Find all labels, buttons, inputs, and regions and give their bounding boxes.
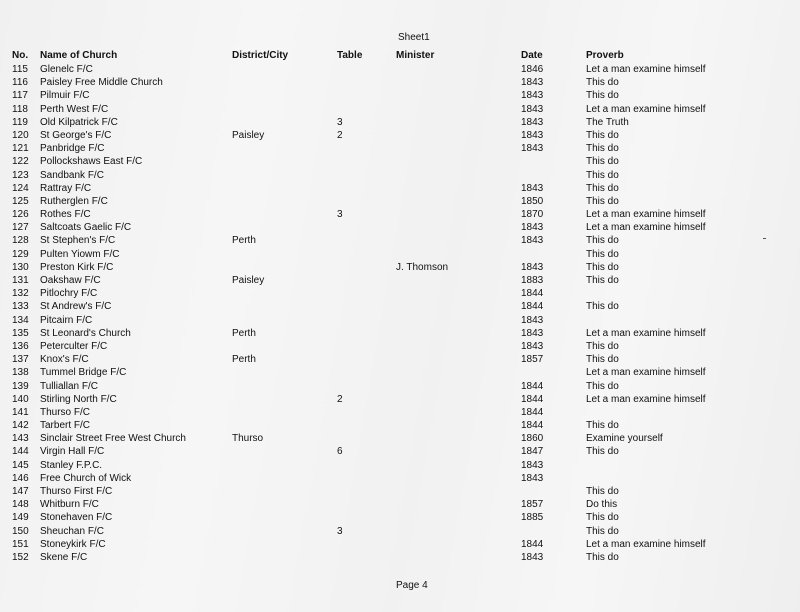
- table-number: 2: [337, 129, 343, 141]
- date-value: 1843: [521, 327, 544, 339]
- table-number: 6: [337, 446, 343, 458]
- row-number: 148: [12, 499, 29, 511]
- page-footer: Page 4: [396, 580, 428, 591]
- church-name: Whitburn F/C: [40, 499, 99, 511]
- table-row: [0, 419, 800, 432]
- date-value: 1857: [521, 499, 544, 511]
- church-name: Tarbert F/C: [40, 420, 91, 432]
- table-row: [0, 393, 800, 406]
- row-number: 152: [12, 551, 29, 563]
- table-row: [0, 314, 800, 327]
- row-number: 139: [12, 380, 29, 392]
- row-number: 117: [12, 90, 28, 102]
- row-number: 133: [12, 301, 29, 313]
- table-row: [0, 445, 800, 458]
- date-value: 1843: [521, 235, 544, 247]
- proverb-text: This do: [586, 143, 619, 155]
- date-value: 1843: [521, 261, 544, 273]
- church-name: St Andrew's F/C: [40, 301, 112, 313]
- header-date: Date: [521, 50, 543, 61]
- table-row: [0, 472, 800, 485]
- row-number: 145: [12, 459, 29, 471]
- proverb-text: Let a man examine himself: [586, 64, 706, 75]
- header-table: Table: [337, 50, 363, 61]
- date-value: 1843: [521, 182, 544, 194]
- row-number: 150: [12, 525, 29, 537]
- table-row: [0, 208, 800, 221]
- table-row: [0, 274, 800, 287]
- table-row: [0, 155, 800, 168]
- row-number: 122: [12, 156, 29, 168]
- proverb-text: Let a man examine himself: [586, 209, 706, 221]
- date-value: 1885: [521, 512, 544, 524]
- date-value: 1844: [521, 393, 544, 405]
- table-row: [0, 129, 800, 142]
- date-value: 1843: [521, 143, 544, 155]
- date-value: 1843: [521, 103, 544, 115]
- proverb-text: This do: [586, 261, 619, 273]
- table-row: [0, 406, 800, 419]
- church-name: Pulten Yiowm F/C: [40, 248, 120, 260]
- table-row: [0, 485, 800, 498]
- row-number: 125: [12, 195, 29, 207]
- church-name: Saltcoats Gaelic F/C: [40, 222, 132, 234]
- proverb-text: This do: [586, 275, 619, 286]
- proverb-text: This do: [586, 486, 619, 497]
- date-value: 1843: [521, 340, 544, 352]
- proverb-text: This do: [586, 420, 619, 432]
- table-row: [0, 103, 800, 116]
- church-name: Paisley Free Middle Church: [40, 77, 163, 89]
- church-name: Stoneykirk F/C: [40, 538, 106, 550]
- church-name: Sandbank F/C: [40, 169, 104, 181]
- church-name: Sheuchan F/C: [40, 525, 104, 537]
- table-body: [0, 63, 800, 564]
- date-value: 1843: [521, 222, 544, 234]
- date-value: 1843: [521, 459, 544, 471]
- table-row: [0, 63, 800, 76]
- district-city: Paisley: [232, 275, 265, 286]
- date-value: 1850: [521, 195, 544, 207]
- proverb-text: This do: [586, 235, 619, 247]
- church-name: Preston Kirk F/C: [40, 261, 114, 273]
- table-row: [0, 116, 800, 129]
- church-name: Pitlochry F/C: [40, 288, 98, 300]
- church-name: Free Church of Wick: [40, 472, 132, 484]
- row-number: 128: [12, 235, 29, 247]
- row-number: 121: [12, 143, 29, 155]
- table-row: [0, 221, 800, 234]
- row-number: 143: [12, 433, 29, 445]
- table-row: [0, 234, 800, 247]
- church-name: Thurso F/C: [40, 406, 91, 418]
- table-row: [0, 459, 800, 472]
- header-minister: Minister: [396, 50, 435, 61]
- date-value: 1844: [521, 406, 544, 418]
- table-row: [0, 300, 800, 313]
- church-name: Tulliallan F/C: [40, 380, 98, 392]
- date-value: 1870: [521, 209, 544, 221]
- paper-speck: [763, 238, 766, 239]
- proverb-text: Do this: [586, 499, 618, 511]
- date-value: 1844: [521, 420, 544, 432]
- minister-name: J. Thomson: [396, 261, 449, 273]
- church-name: Virgin Hall F/C: [40, 446, 105, 458]
- date-value: 1843: [521, 77, 544, 89]
- date-value: 1844: [521, 380, 544, 392]
- row-number: 144: [12, 446, 29, 458]
- sheet-title: Sheet1: [398, 32, 430, 43]
- table-row: [0, 498, 800, 511]
- proverb-text: This do: [586, 169, 619, 181]
- proverb-text: This do: [586, 248, 619, 260]
- table-number: 3: [337, 525, 343, 537]
- church-name: St Stephen's F/C: [40, 235, 116, 247]
- row-number: 131: [12, 275, 29, 286]
- church-name: Pollockshaws East F/C: [40, 156, 143, 168]
- row-number: 116: [12, 77, 28, 89]
- district-city: Perth: [232, 354, 256, 366]
- table-row: [0, 353, 800, 366]
- table-row: [0, 525, 800, 538]
- proverb-text: This do: [586, 77, 619, 89]
- date-value: 1844: [521, 538, 544, 550]
- table-row: [0, 432, 800, 445]
- proverb-text: Examine yourself: [586, 433, 663, 445]
- row-number: 146: [12, 472, 29, 484]
- church-name: St George's F/C: [40, 129, 112, 141]
- proverb-text: This do: [586, 525, 619, 537]
- date-value: 1843: [521, 90, 544, 102]
- row-number: 120: [12, 129, 29, 141]
- table-row: [0, 195, 800, 208]
- table-row: [0, 248, 800, 261]
- church-name: Rutherglen F/C: [40, 195, 108, 207]
- church-name: Thurso First F/C: [40, 486, 113, 497]
- date-value: 1857: [521, 354, 544, 366]
- table-row: [0, 182, 800, 195]
- date-value: 1843: [521, 551, 544, 563]
- row-number: 137: [12, 354, 29, 366]
- proverb-text: The Truth: [586, 116, 629, 128]
- church-name: Rattray F/C: [40, 182, 92, 194]
- table-row: [0, 76, 800, 89]
- church-name: Rothes F/C: [40, 209, 91, 221]
- table-number: 3: [337, 116, 343, 128]
- church-name: Panbridge F/C: [40, 143, 105, 155]
- proverb-text: Let a man examine himself: [586, 222, 706, 234]
- table-number: 2: [337, 393, 343, 405]
- church-name: Perth West F/C: [40, 103, 109, 115]
- church-name: Pilmuir F/C: [40, 90, 90, 102]
- proverb-text: Let a man examine himself: [586, 538, 706, 550]
- date-value: 1843: [521, 472, 544, 484]
- row-number: 123: [12, 169, 29, 181]
- row-number: 141: [12, 406, 29, 418]
- table-row: [0, 380, 800, 393]
- row-number: 127: [12, 222, 29, 234]
- church-name: Stanley F.P.C.: [40, 459, 103, 471]
- date-value: 1847: [521, 446, 544, 458]
- date-value: 1843: [521, 129, 544, 141]
- church-name: Glenelc F/C: [40, 64, 93, 75]
- church-name: Stonehaven F/C: [40, 512, 113, 524]
- row-number: 134: [12, 314, 29, 326]
- proverb-text: This do: [586, 512, 619, 524]
- table-row: [0, 340, 800, 353]
- header-name: Name of Church: [40, 50, 118, 61]
- proverb-text: This do: [586, 129, 619, 141]
- church-name: Pitcairn F/C: [40, 314, 93, 326]
- row-number: 149: [12, 512, 29, 524]
- church-name: Oakshaw F/C: [40, 275, 101, 286]
- date-value: 1844: [521, 288, 544, 300]
- date-value: 1844: [521, 301, 544, 313]
- proverb-text: This do: [586, 182, 619, 194]
- district-city: Perth: [232, 235, 256, 247]
- date-value: 1860: [521, 433, 544, 445]
- row-number: 126: [12, 209, 29, 221]
- row-number: 129: [12, 248, 29, 260]
- church-name: Peterculter F/C: [40, 340, 108, 352]
- church-name: St Leonard's Church: [40, 327, 131, 339]
- proverb-text: This do: [586, 380, 619, 392]
- table-row: [0, 169, 800, 182]
- church-name: Old Kilpatrick F/C: [40, 116, 118, 128]
- row-number: 119: [12, 116, 28, 128]
- row-number: 130: [12, 261, 29, 273]
- proverb-text: This do: [586, 446, 619, 458]
- district-city: Perth: [232, 327, 256, 339]
- row-number: 138: [12, 367, 29, 379]
- row-number: 124: [12, 182, 29, 194]
- table-row: [0, 89, 800, 102]
- row-number: 142: [12, 420, 29, 432]
- table-number: 3: [337, 209, 343, 221]
- proverb-text: This do: [586, 551, 619, 563]
- church-name: Knox's F/C: [40, 354, 89, 366]
- church-name: Skene F/C: [40, 551, 88, 563]
- row-number: 118: [12, 103, 28, 115]
- proverb-text: This do: [586, 195, 619, 207]
- row-number: 136: [12, 340, 29, 352]
- proverb-text: Let a man examine himself: [586, 327, 706, 339]
- church-name: Sinclair Street Free West Church: [40, 433, 186, 445]
- header-proverb: Proverb: [586, 50, 624, 61]
- proverb-text: This do: [586, 156, 619, 168]
- table-row: [0, 261, 800, 274]
- district-city: Paisley: [232, 129, 265, 141]
- date-value: 1846: [521, 64, 544, 75]
- proverb-text: This do: [586, 340, 619, 352]
- table-row: [0, 287, 800, 300]
- row-number: 115: [12, 64, 28, 75]
- row-number: 151: [12, 538, 29, 550]
- header-district: District/City: [232, 50, 289, 61]
- proverb-text: This do: [586, 301, 619, 313]
- date-value: 1843: [521, 314, 544, 326]
- row-number: 140: [12, 393, 29, 405]
- row-number: 135: [12, 327, 29, 339]
- table-row: [0, 538, 800, 551]
- table-row: [0, 551, 800, 564]
- proverb-text: Let a man examine himself: [586, 103, 706, 115]
- table-row: [0, 327, 800, 340]
- date-value: 1883: [521, 275, 544, 286]
- row-number: 147: [12, 486, 29, 497]
- district-city: Thurso: [232, 433, 264, 445]
- table-row: [0, 142, 800, 155]
- church-name: Stirling North F/C: [40, 393, 117, 405]
- proverb-text: This do: [586, 354, 619, 366]
- date-value: 1843: [521, 116, 544, 128]
- proverb-text: This do: [586, 90, 619, 102]
- proverb-text: Let a man examine himself: [586, 367, 706, 379]
- row-number: 132: [12, 288, 29, 300]
- table-row: [0, 366, 800, 379]
- proverb-text: Let a man examine himself: [586, 393, 706, 405]
- header-no: No.: [12, 50, 29, 61]
- table-row: [0, 511, 800, 524]
- church-name: Tummel Bridge F/C: [40, 367, 127, 379]
